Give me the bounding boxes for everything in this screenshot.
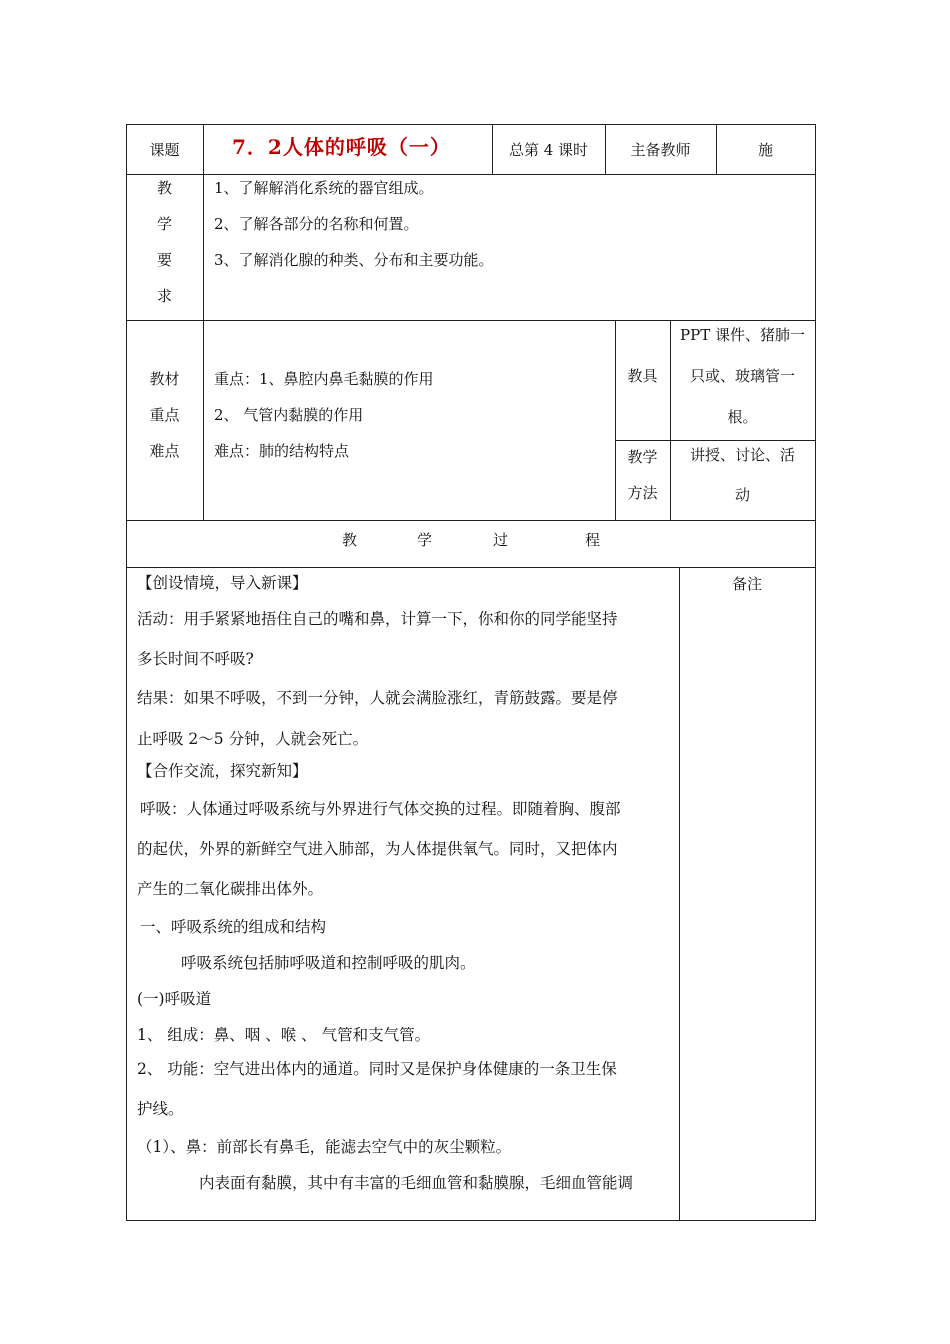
process-line: 1、 组成：鼻、咽 、喉 、 气管和支气管。 [137, 1026, 431, 1044]
requirement-item: 1、了解解消化系统的器官组成。 [214, 179, 434, 197]
focus-line: 2、 气管内黏膜的作用 [214, 406, 364, 424]
focus-line: 难点：肺的结构特点 [214, 442, 350, 460]
process-line: 呼吸：人体通过呼吸系统与外界进行气体交换的过程。即随着胸、腹部 [140, 800, 621, 818]
topic-label: 课题 [149, 141, 180, 159]
process-heading-char: 过 [493, 531, 509, 549]
tools-label: 教具 [627, 367, 658, 385]
process-line: 一、呼吸系统的组成和结构 [140, 918, 327, 936]
tools-method-divider [615, 440, 816, 441]
process-line: （1）、鼻：前部长有鼻毛，能滤去空气中的灰尘颗粒。 [137, 1138, 512, 1156]
process-line: 的起伏，外界的新鲜空气进入肺部，为人体提供氧气。同时，又把体内 [137, 840, 618, 858]
tools-value-line: 根。 [727, 408, 758, 426]
lesson-title: 7．2人体的呼吸（一） [232, 135, 451, 159]
method-label-2: 方法 [627, 484, 658, 502]
requirement-item: 2、了解各部分的名称和何置。 [214, 215, 419, 233]
focus-line: 重点：1、鼻腔内鼻毛黏膜的作用 [214, 370, 434, 388]
process-heading-char: 程 [585, 531, 601, 549]
requirements-label-4: 求 [156, 287, 172, 305]
process-heading-char: 教 [342, 531, 358, 549]
focus-label-1: 教材 [149, 370, 180, 388]
method-value-line: 动 [734, 486, 750, 504]
lead-teacher-label: 主备教师 [630, 141, 691, 159]
lead-teacher-name: 施 [757, 141, 773, 159]
notes-label: 备注 [731, 575, 762, 593]
process-line: 呼吸系统包括肺呼吸道和控制呼吸的肌肉。 [181, 954, 476, 972]
process-line: 多长时间不呼吸? [137, 650, 254, 668]
method-label-1: 教学 [627, 448, 658, 466]
process-heading-char: 学 [417, 531, 433, 549]
tools-value-line: PPT 课件、猪肺一 [680, 326, 805, 344]
requirements-label-2: 学 [156, 215, 172, 233]
row-divider-2 [126, 320, 816, 321]
process-line: 【合作交流，探究新知】 [137, 762, 308, 780]
method-value-line: 讲授、讨论、活 [689, 446, 795, 464]
table-border-top [126, 124, 816, 125]
process-line: 护线。 [137, 1100, 184, 1118]
process-line: 2、 功能：空气进出体内的通道。同时又是保护身体健康的一条卫生保 [137, 1060, 617, 1078]
notes-column-divider [679, 567, 680, 1221]
row-divider-4 [126, 567, 816, 568]
process-line: 产生的二氧化碳排出体外。 [137, 880, 324, 898]
lesson-count: 总第 4 课时 [508, 141, 589, 159]
process-line: 止呼吸 2～5 分钟，人就会死亡。 [137, 730, 369, 748]
requirements-label-1: 教 [156, 179, 172, 197]
focus-label-2: 重点 [149, 406, 180, 424]
requirements-label-3: 要 [156, 251, 172, 269]
table-border-right [815, 124, 816, 1221]
tools-value-line: 只或、玻璃管一 [689, 367, 795, 385]
row-divider-3 [126, 520, 816, 521]
focus-label-3: 难点 [149, 442, 180, 460]
row-divider-1 [126, 174, 816, 175]
process-line: 结果：如果不呼吸，不到一分钟，人就会满脸涨红，青筋鼓露。要是停 [137, 689, 618, 707]
process-line: 内表面有黏膜，其中有丰富的毛细血管和黏膜腺，毛细血管能调 [199, 1174, 634, 1192]
table-border-bottom [126, 1220, 816, 1221]
label-column-divider [203, 124, 204, 521]
process-line: 活动：用手紧紧地捂住自己的嘴和鼻，计算一下，你和你的同学能坚持 [137, 610, 618, 628]
requirement-item: 3、了解消化腺的种类、分布和主要功能。 [214, 251, 494, 269]
process-line: (一)呼吸道 [137, 990, 212, 1008]
process-line: 【创设情境，导入新课】 [137, 574, 308, 592]
